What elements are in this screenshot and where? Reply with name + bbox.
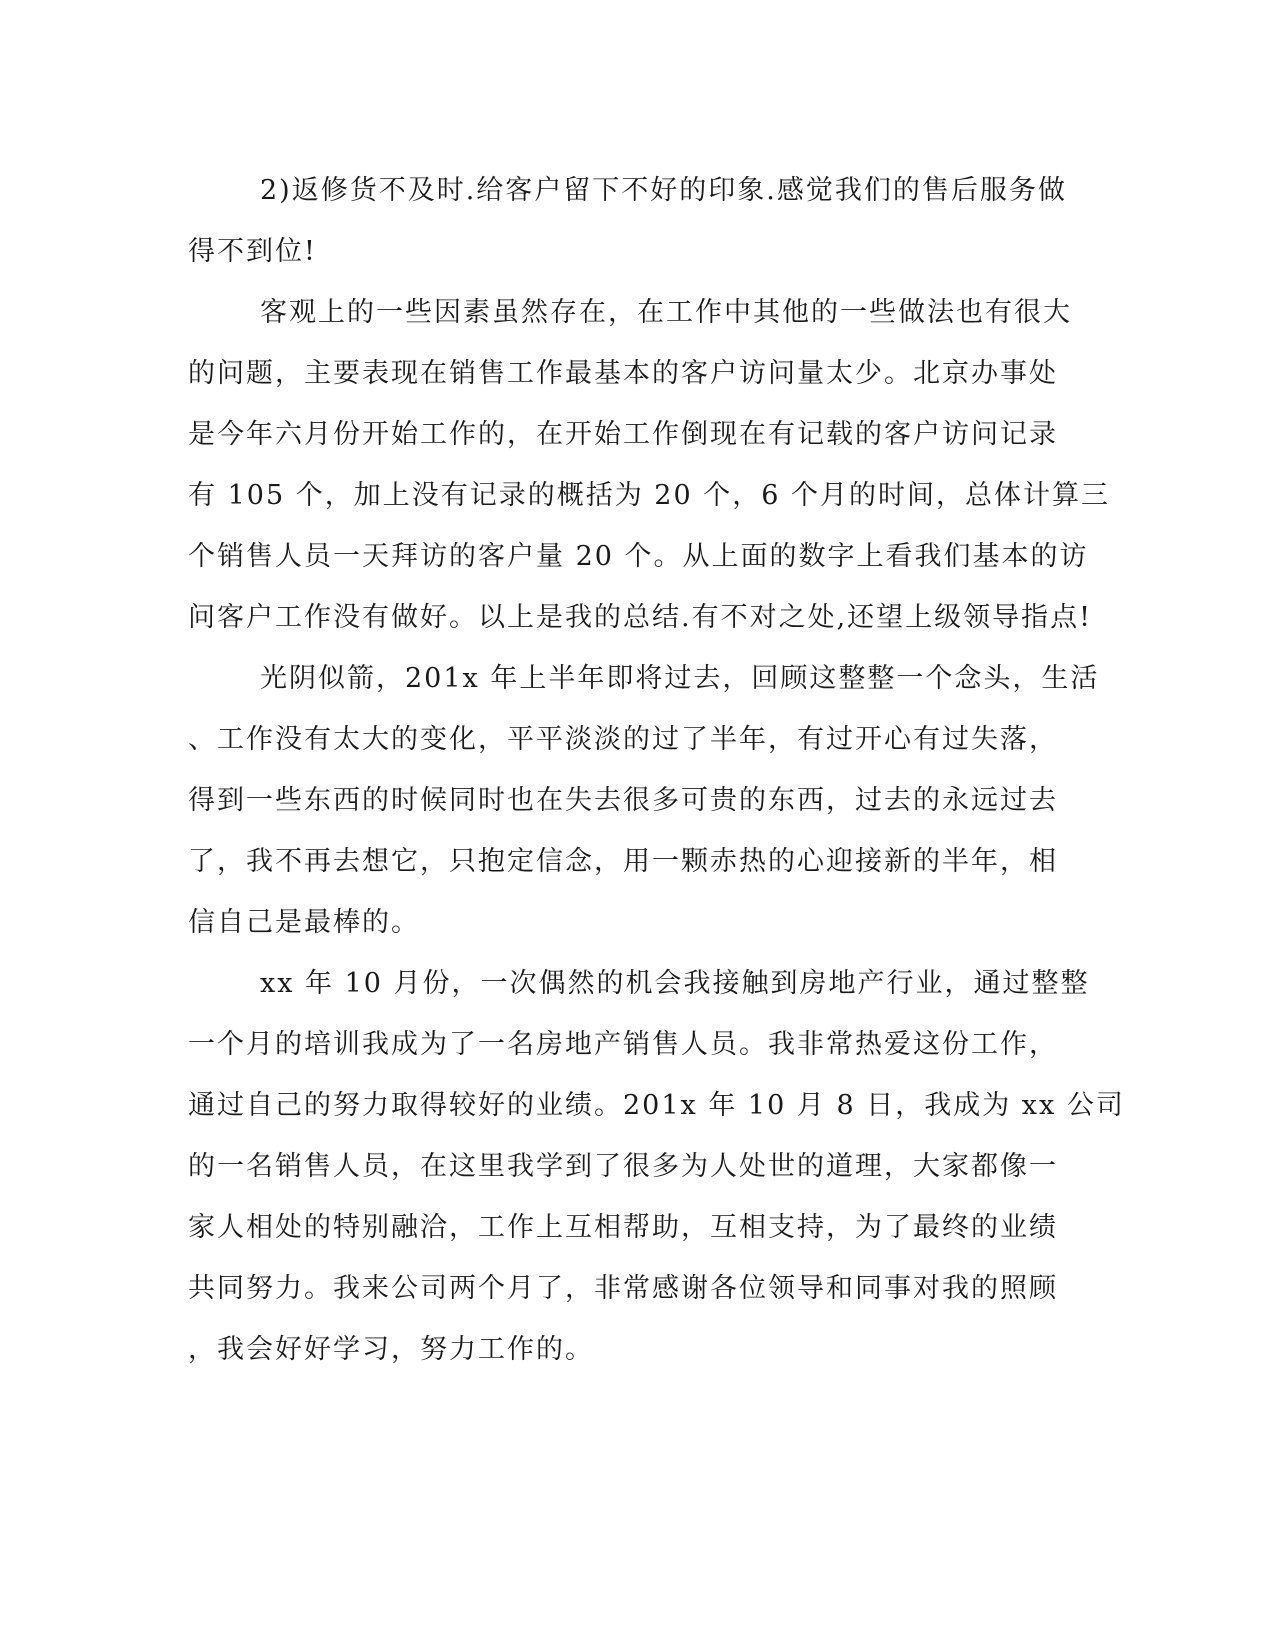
text-line: 家人相处的特别融洽，工作上互相帮助，互相支持，为了最终的业绩 — [188, 1212, 1058, 1243]
document-body — [188, 160, 1125, 1380]
text-line: 得到一些东西的时候同时也在失去很多可贵的东西，过去的永远过去 — [188, 785, 1058, 816]
text-line: 了，我不再去想它，只抱定信念，用一颗赤热的心迎接新的半年，相 — [188, 846, 1058, 877]
text-line: xx 年 10 月份，一次偶然的机会我接触到房地产行业，通过整整 — [260, 968, 1090, 999]
text-line: 得不到位! — [188, 236, 317, 267]
text-line: 光阴似箭，201x 年上半年即将过去，回顾这整整一个念头，生活 — [260, 663, 1100, 694]
text-line: 客观上的一些因素虽然存在，在工作中其他的一些做法也有很大 — [260, 297, 1072, 328]
text-line: ，我会好好学习，努力工作的。 — [188, 1334, 594, 1365]
text-line: 通过自己的努力取得较好的业绩。201x 年 10 月 8 日，我成为 xx 公司 — [188, 1090, 1125, 1121]
text-line: 是今年六月份开始工作的，在开始工作倒现在有记载的客户访问记录 — [188, 419, 1058, 450]
text-line: 信自己是最棒的。 — [188, 907, 420, 938]
text-line: 问客户工作没有做好。以上是我的总结.有不对之处,还望上级领导指点! — [188, 602, 1093, 633]
text-line: 2)返修货不及时.给客户留下不好的印象.感觉我们的售后服务做 — [260, 175, 1067, 206]
text-line: 有 105 个，加上没有记录的概括为 20 个，6 个月的时间，总体计算三 — [188, 480, 1110, 511]
text-line: 一个月的培训我成为了一名房地产销售人员。我非常热爱这份工作， — [188, 1029, 1058, 1060]
text-line: 、工作没有太大的变化，平平淡淡的过了半年，有过开心有过失落， — [188, 724, 1058, 755]
text-line: 的问题，主要表现在销售工作最基本的客户访问量太少。北京办事处 — [188, 358, 1058, 389]
text-line: 共同努力。我来公司两个月了，非常感谢各位领导和同事对我的照顾 — [188, 1273, 1058, 1304]
text-line: 的一名销售人员，在这里我学到了很多为人处世的道理，大家都像一 — [188, 1151, 1058, 1182]
text-line: 个销售人员一天拜访的客户量 20 个。从上面的数字上看我们基本的访 — [188, 541, 1089, 572]
